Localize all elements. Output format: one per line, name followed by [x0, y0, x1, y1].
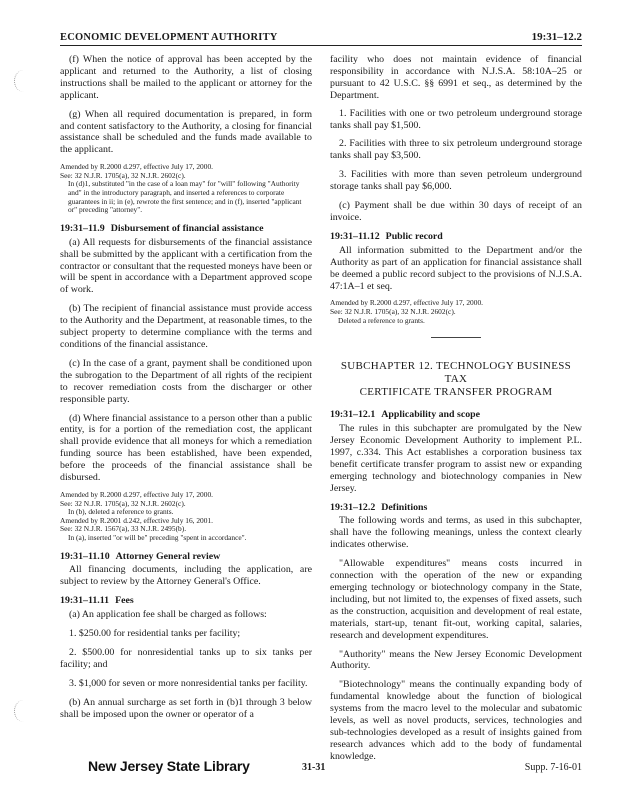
- amend-line: Amended by R.2000 d.297, effective July 17, 2000.: [60, 489, 213, 499]
- definition: "Biotechnology" means the continually expanding body of fundamental knowledge about the function of biological systems from the macro level to the molecular and subatomic levels, as well as novel products, services, technologies and sub-technologies developed as a result of insights gained from research advances which add to the body of fundamental knowledge.: [330, 679, 582, 762]
- paragraph-g: (g) When all required documentation is prepared, in form and content satisfactory to the Authority, a closing for financial assistance shall be scheduled and the funds made available to the applicant.: [60, 108, 312, 156]
- amend-line: Deleted a reference to grants.: [338, 315, 425, 325]
- section-title: Applicability and scope: [381, 409, 481, 421]
- paragraph: (b) An annual surcharge as set forth in (b)1 through 3 below shall be imposed upon the owner or operator of a: [60, 696, 312, 720]
- paragraph: (a) All requests for disbursements of the financial assistance shall be submitted by the applicant with a certification from the contractor or consultant that the requested moneys have been or will be spent in accordance with a Department approved scope of work.: [60, 236, 312, 296]
- subchapter-heading: [330, 360, 582, 399]
- amend-line: In (b), deleted a reference to grants.: [68, 507, 174, 517]
- header-chapter-title: ECONOMIC DEVELOPMENT AUTHORITY: [60, 32, 278, 43]
- paragraph: (c) Payment shall be due within 30 days of receipt of an invoice.: [330, 200, 582, 223]
- paragraph-f: (f) When the notice of approval has been accepted by the applicant and returned to the Authority, a list of closing instructions shall be mailed to the applicant or attorney for the applicant.: [60, 54, 312, 101]
- paragraph: All information submitted to the Department and/or the Authority as part of an application for financial assistance shall be deemed a public record subject to the provisions of N.J.S.A. 47:1A–1 et seq.: [330, 244, 582, 292]
- header-section-number: 19:31–12.2: [531, 31, 582, 43]
- section-number: 19:31–12.1: [330, 409, 376, 421]
- section-heading: [60, 595, 312, 607]
- list-item: 3. $1,000 for seven or more nonresidential tanks per facility.: [69, 677, 308, 689]
- supplement-date: Supp. 7-16-01: [524, 762, 582, 773]
- amend-line: Amended by R.2000 d.297, effective July 17, 2000.: [60, 162, 213, 172]
- paragraph: The following words and terms, as used in this subchapter, shall have the following meanings, unless the context clearly indicates otherwise.: [330, 515, 582, 551]
- page-number: 31-31: [302, 762, 326, 773]
- paragraph: (c) In the case of a grant, payment shall be conditioned upon the subrogation to the Department of all rights of the recipient to recover remediation costs from the discharger or other responsible party.: [60, 357, 312, 405]
- paragraph: The rules in this subchapter are promulgated by the New Jersey Economic Development Authority to implement P.L. 1997, c.334. This Act establishes a corporation business tax benefit certificate transfer program to assist new or expanding emerging technology and biotechnology companies in New Jersey.: [330, 423, 582, 494]
- definition: "Allowable expenditures" means costs incurred in connection with the operation of the new or expanding emerging technology or biotechnology company in the State, including, but not limited to, the expenses of fixed assets, such as the construction, acquisition and development of real estate, materials, start-up, tenant fit-out, working capital, salaries, research and development expenditures.: [330, 558, 582, 641]
- paragraph: (a) An application fee shall be charged as follows:: [69, 609, 267, 621]
- section-heading: [330, 231, 582, 243]
- subchapter-title-line: CERTIFICATE TRANSFER PROGRAM: [359, 386, 553, 399]
- list-item: 1. Facilities with one or two petroleum underground storage tanks shall pay $1,500.: [330, 107, 582, 131]
- subchapter-title-line: SUBCHAPTER 12. TECHNOLOGY BUSINESS TAX: [340, 360, 572, 386]
- margin-mark: [14, 700, 33, 722]
- section-title: Attorney General review: [115, 550, 221, 562]
- section-number: 19:31–11.11: [60, 595, 110, 607]
- amendment-note: [330, 299, 582, 325]
- section-title: Disbursement of financial assistance: [110, 222, 264, 234]
- paragraph-continued: facility who does not maintain evidence of financial responsibility in accordance with N.J.S.A. 58:10A–25 or pursuant to 42 U.S.C. §§ 6991 et seq., as determined by the Department.: [330, 54, 582, 101]
- running-header: [60, 29, 582, 46]
- amend-line: See: 32 N.J.R. 1567(a), 33 N.J.R. 2495(b).: [60, 524, 187, 534]
- amend-line: In (d)1, substituted "in the case of a loan may" for "will" following "Authority and" in the introductory paragraph, and inserted a references to corporate guarantees in ii; in (e), rewrote the first sentence; and in (f), inserted "applicant or" preceding "attorney".: [68, 179, 302, 215]
- section-number: 19:31–11.9: [60, 222, 105, 234]
- section-heading: [60, 551, 312, 563]
- amend-line: Amended by R.2001 d.242, effective July 16, 2001.: [60, 515, 213, 525]
- left-column: [60, 54, 312, 727]
- list-item: 2. Facilities with three to six petroleum underground storage tanks shall pay $3,500.: [330, 138, 582, 162]
- section-title: Definitions: [381, 501, 428, 513]
- paragraph: (b) The recipient of financial assistance must provide access to the Authority and the Department, at reasonable times, to the subject property to determine compliance with the terms and conditions of the financial assistance.: [60, 303, 312, 350]
- amend-line: See: 32 N.J.R. 1705(a), 32 N.J.R. 2602(c).: [330, 307, 456, 316]
- amend-line: In (a), inserted "or will be" preceding "spent in accordance".: [68, 532, 247, 542]
- list-item: 3. Facilities with more than seven petroleum underground storage tanks shall pay $6,000.: [330, 169, 582, 193]
- section-number: 19:31–11.12: [330, 230, 380, 242]
- library-logo: New Jersey State Library: [88, 758, 250, 774]
- paragraph: All financing documents, including the application, are subject to review by the Attorney General's Office.: [60, 564, 312, 588]
- list-item: 2. $500.00 for nonresidential tanks up to six tanks per facility; and: [60, 646, 312, 670]
- list-item: 1. $250.00 for residential tanks per facility;: [69, 628, 241, 640]
- section-title: Fees: [115, 595, 134, 607]
- section-divider: [431, 337, 481, 338]
- amend-line: Amended by R.2000 d.297, effective July 17, 2000.: [330, 298, 483, 308]
- amendment-note: [60, 491, 312, 543]
- amend-line: See: 32 N.J.R. 1705(a), 32 N.J.R. 2602(c).: [60, 498, 186, 508]
- section-title: Public record: [385, 230, 443, 242]
- amendment-note: [60, 163, 312, 215]
- section-heading: [60, 223, 312, 235]
- section-heading: [330, 409, 582, 421]
- amend-line: See: 32 N.J.R. 1705(a), 32 N.J.R. 2602(c).: [60, 170, 186, 180]
- section-heading: [330, 502, 582, 514]
- margin-mark: [14, 70, 33, 92]
- section-number: 19:31–12.2: [330, 501, 376, 513]
- section-number: 19:31–11.10: [60, 550, 110, 562]
- paragraph: (d) Where financial assistance to a person other than a public entity, is for a portion of the remediation cost, the applicant shall provide evidence that all moneys for which a remediation funding source has been established, have been expended, before the proceeds of the financial assistance shall be disbursed.: [60, 412, 312, 484]
- right-column: [330, 54, 582, 770]
- definition: "Authority" means the New Jersey Economic Development Authority.: [330, 648, 582, 672]
